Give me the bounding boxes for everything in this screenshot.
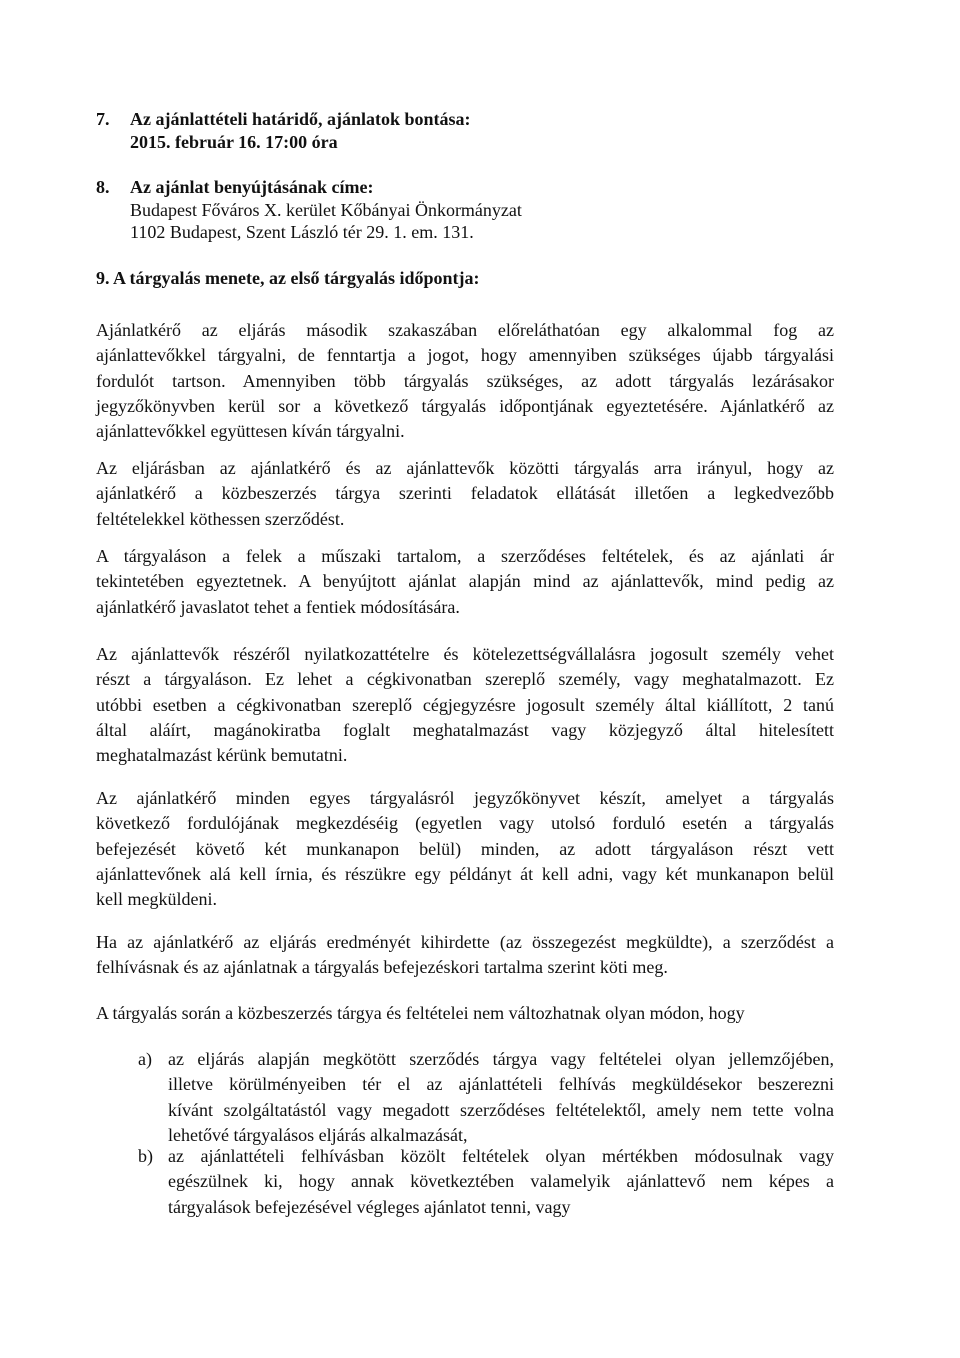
paragraph-line: utóbbi esetben a cégkivonatban szereplő cégjegyzésre jogosult személy által kiállított, 2 tanú (96, 694, 834, 715)
section-8-heading: Az ajánlat benyújtásának címe: (130, 177, 374, 197)
paragraph-4 (96, 642, 834, 768)
section-7-heading: Az ajánlattételi határidő, ajánlatok bontása: (130, 109, 471, 129)
list-item-line: lehetővé tárgyalásos eljárás alkalmazását, (168, 1124, 468, 1145)
paragraph-3 (96, 544, 834, 620)
paragraph-5 (96, 786, 834, 912)
paragraph-line: fordulót tartson. Amennyiben több tárgyalás szükséges, az adott tárgyalás lezárásakor (96, 370, 834, 391)
paragraph-line: tekintetében egyeztetnek. A benyújtott ajánlat alapján mind az ajánlattevők, mind pedig az (96, 571, 834, 592)
paragraph-line: feltételekkel köthessen szerződést. (96, 508, 345, 529)
list-item-b (168, 1144, 834, 1220)
paragraph-line: ajánlatkérő a közbeszerzés tárgya szerinti feladatok ellátását illetően a legkedvezőbb (96, 483, 834, 504)
list-item-line: tárgyalások befejezésével végleges ajánlatot tenni, vagy (168, 1196, 571, 1217)
address-line-2: 1102 Budapest, Szent László tér 29. 1. em. 131. (130, 222, 474, 242)
paragraph-line: Az eljárásban az ajánlatkérő és az ajánlattevők közötti tárgyalás arra irányul, hogy az (96, 458, 834, 478)
paragraph-line: Az ajánlattevők részéről nyilatkozattételre és kötelezettségvállalásra jogosult személy vehet (96, 644, 834, 664)
list-marker-a: a) (138, 1049, 152, 1069)
paragraph-1 (96, 318, 834, 444)
section-8 (96, 176, 834, 244)
paragraph-line: kell megküldeni. (96, 889, 217, 910)
paragraph-line: Ha az ajánlatkérő az eljárás eredményét kihirdette (az összegezést megküldte), a szerződést a (96, 932, 834, 952)
list-item-a (168, 1047, 834, 1148)
section-8-heading-line (96, 176, 834, 199)
section-9-number: 9. (96, 268, 110, 288)
paragraph-line: meghatalmazást kérünk bemutatni. (96, 745, 348, 766)
list-item-line: az eljárás alapján megkötött szerződés tárgya vagy feltételei olyan jellemzőjében, (168, 1049, 834, 1069)
paragraph-line: Az ajánlatkérő minden egyes tárgyalásról jegyzőkönyvet készít, amelyet a tárgyalás (96, 788, 834, 808)
paragraph-line: következő fordulójának megkezdéséig (egyetlen vagy utolsó forduló esetén a tárgyalás (96, 813, 834, 834)
section-8-number: 8. (96, 177, 110, 197)
list-item-line: kívánt szolgáltatástól vagy megadott szerződéses feltételektől, amely nem tette volna (168, 1099, 834, 1120)
paragraph-line: befejezését követő két munkanapon belül) minden, az adott tárgyaláson részt vett (96, 838, 834, 859)
paragraph-line: Ajánlatkérő az eljárás második szakaszában előreláthatóan egy alkalommal fog az (96, 320, 834, 340)
paragraph-line: ajánlattevőkkel tárgyalni, de fenntartja a jogot, hogy amennyiben szükséges újabb tárgyalási (96, 345, 834, 366)
section-7 (96, 108, 834, 153)
deadline-value: 2015. február 16. 17:00 óra (130, 131, 338, 152)
paragraph-line: ajánlattevőnek alá kell írnia, és részükre egy példányt át kell adni, vagy két munkanapon belül (96, 863, 834, 884)
section-7-heading-line (96, 108, 834, 131)
paragraph-line: ajánlatkérő javaslatot tehet a fentiek módosítására. (96, 596, 460, 617)
paragraph-7 (96, 1001, 834, 1026)
section-9 (96, 266, 834, 291)
section-7-number: 7. (96, 109, 110, 129)
paragraph-line: felhívásnak és az ajánlatnak a tárgyalás befejezéskori tartalma szerint köti meg. (96, 957, 668, 978)
list-item-line: az ajánlattételi felhívásban közölt feltételek olyan mértékben módosulnak vagy (168, 1146, 834, 1166)
list-marker-b: b) (138, 1146, 153, 1166)
paragraph-line: ajánlattevőkkel együttesen kíván tárgyalni. (96, 421, 405, 442)
list-item-line: egészülnek ki, hogy annak következtében valamelyik ajánlattevő nem képes a (168, 1171, 834, 1192)
section-9-heading-line (96, 266, 834, 291)
paragraph-line: A tárgyalás során a közbeszerzés tárgya és feltételei nem változhatnak olyan módon, hogy (96, 1003, 745, 1023)
paragraph-line: A tárgyaláson a felek a műszaki tartalom, a szerződéses feltételek, és az ajánlati ár (96, 546, 834, 566)
section-9-heading: A tárgyalás menete, az első tárgyalás időpontja: (113, 268, 480, 288)
list-item-line: illetve körülményeiben tér el az ajánlattételi felhívás megküldésekor beszerezni (168, 1074, 834, 1095)
paragraph-line: jegyzőkönyvben kerül sor a következő tárgyalás időpontjának egyeztetésére. Ajánlatkérő az (96, 395, 834, 416)
address-line-1: Budapest Főváros X. kerület Kőbányai Önkormányzat (130, 199, 522, 220)
paragraph-line: részt a tárgyaláson. Ez lehet a cégkivonatban szereplő személy, vagy meghatalmazott. Ez (96, 669, 834, 690)
paragraph-6 (96, 930, 834, 981)
paragraph-2 (96, 456, 834, 532)
paragraph-line: által aláírt, magánokiratba foglalt meghatalmazást vagy közjegyző által hitelesített (96, 719, 834, 740)
